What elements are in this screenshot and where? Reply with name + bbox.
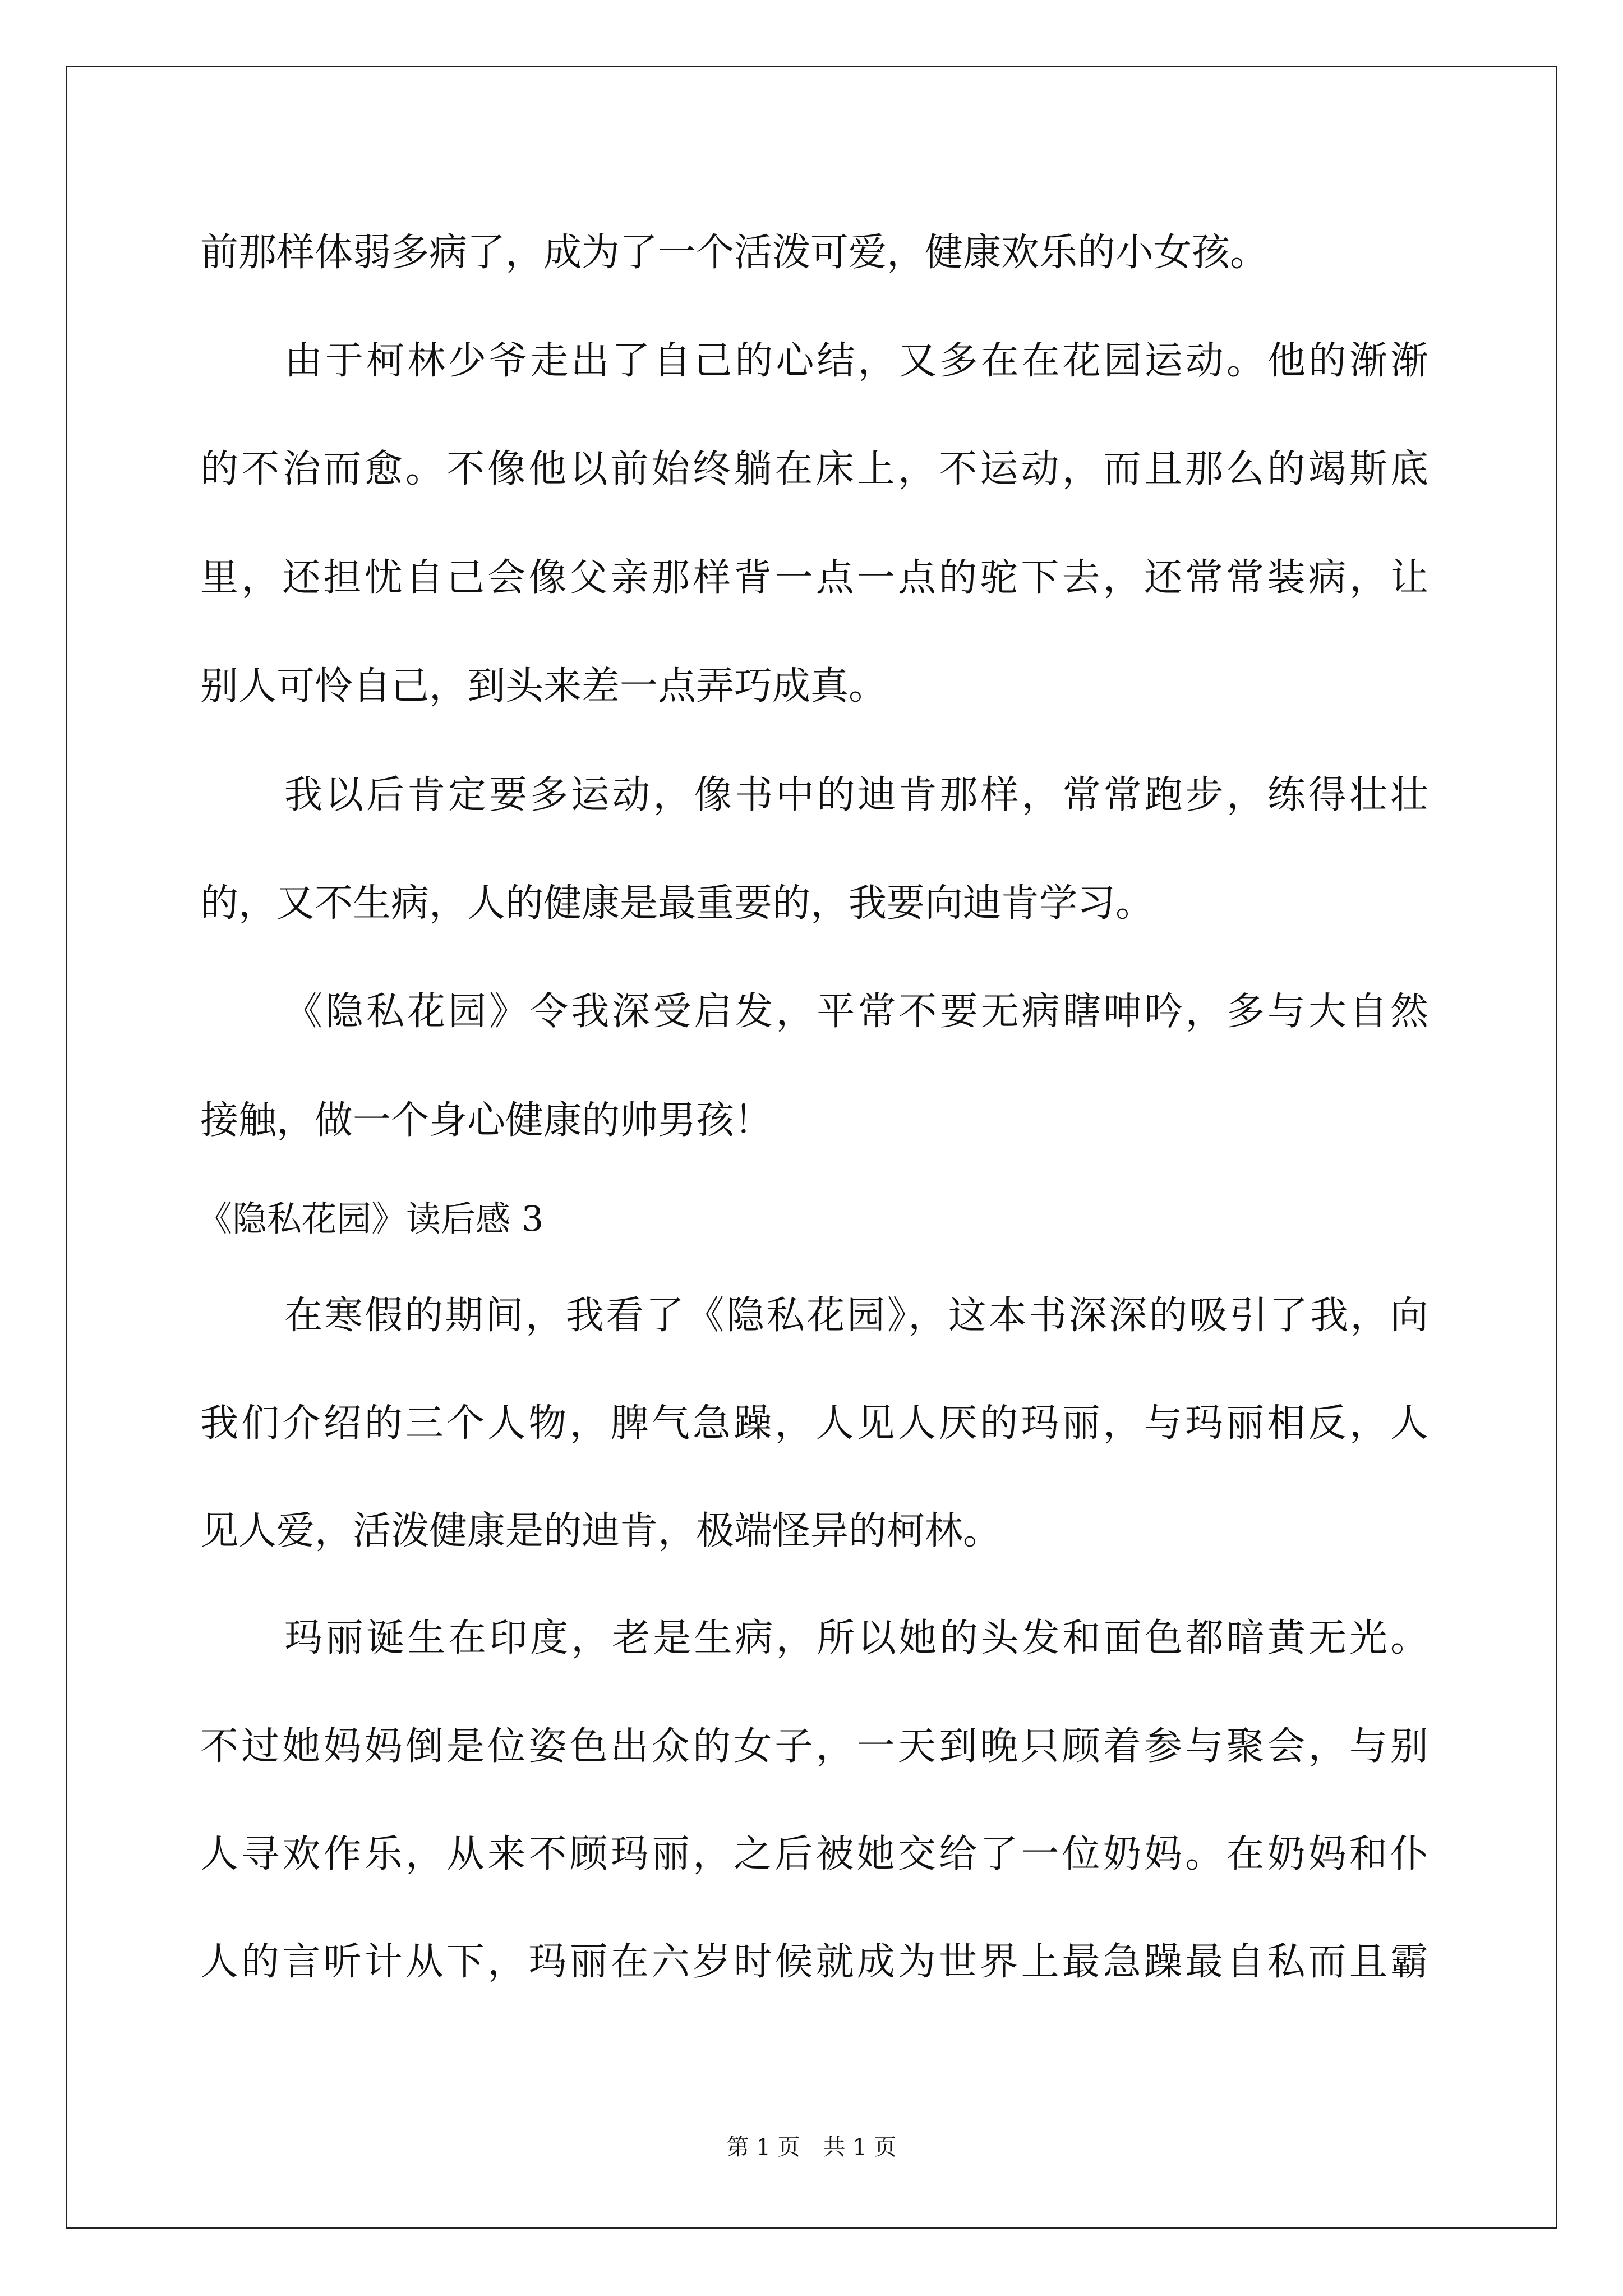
paragraph-line: 在寒假的期间，我看了《隐私花园》，这本书深深的吸引了我，向 [284, 1294, 1428, 1338]
paragraph-line: 前那样体弱多病了，成为了一个活泼可爱，健康欢乐的小女孩。 [200, 231, 1269, 275]
paragraph-line: 里，还担忧自己会像父亲那样背一点一点的驼下去，还常常装病，让 [200, 556, 1428, 600]
paragraph-line: 接触，做一个身心健康的帅男孩！ [200, 1098, 773, 1143]
paragraph-line: 我们介绍的三个人物，脾气急躁，人见人厌的玛丽，与玛丽相反，人 [200, 1401, 1428, 1446]
paragraph-line: 人寻欢作乐，从来不顾玛丽，之后被她交给了一位奶妈。在奶妈和仆 [200, 1832, 1428, 1876]
paragraph-line: 的不治而愈。不像他以前始终躺在床上，不运动，而且那么的竭斯底 [200, 447, 1428, 491]
paragraph-line: 见人爱，活泼健康是的迪肯，极端怪异的柯林。 [200, 1509, 1002, 1553]
paragraph-line: 人的言听计从下，玛丽在六岁时候就成为世界上最急躁最自私而且霸 [200, 1940, 1428, 1984]
paragraph-line: 的，又不生病，人的健康是最重要的，我要向迪肯学习。 [200, 881, 1154, 926]
section-heading: 《隐私花园》读后感 3 [197, 1198, 544, 1239]
paragraph-line: 玛丽诞生在印度，老是生病，所以她的头发和面色都暗黄无光。 [284, 1616, 1428, 1660]
page-total: 共 1 页 [823, 2134, 897, 2160]
paragraph-line: 我以后肯定要多运动，像书中的迪肯那样，常常跑步，练得壮壮 [284, 773, 1428, 817]
page-number: 第 1 页 [726, 2134, 800, 2160]
paragraph-line: 不过她妈妈倒是位姿色出众的女子，一天到晚只顾着参与聚会，与别 [200, 1724, 1428, 1769]
paragraph-line: 别人可怜自己，到头来差一点弄巧成真。 [200, 664, 887, 708]
page-footer [0, 2134, 1623, 2161]
paragraph-line: 由于柯林少爷走出了自己的心结，又多在在花园运动。他的渐渐 [284, 339, 1428, 383]
paragraph-line: 《隐私花园》令我深受启发，平常不要无病瞎呻吟，多与大自然 [284, 990, 1428, 1034]
